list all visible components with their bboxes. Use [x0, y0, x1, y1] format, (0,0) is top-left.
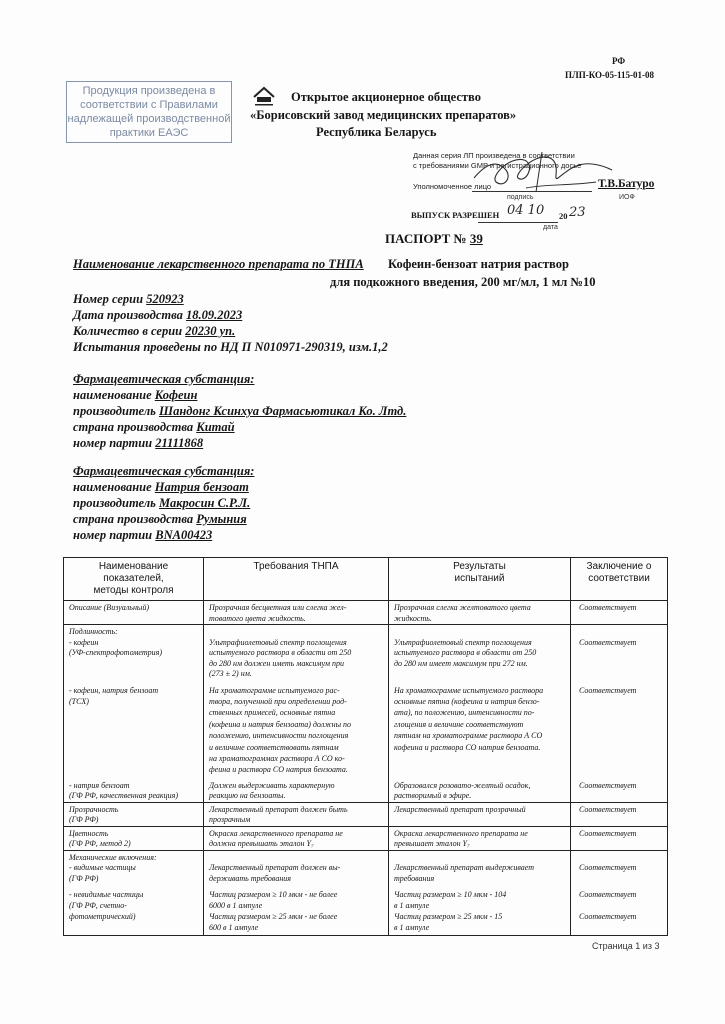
- release-date-handwritten: 04 10: [507, 203, 545, 218]
- requirement-cell: Лекарственный препарат должен вы- держивать требования: [204, 850, 389, 887]
- release-permitted-label: ВЫПУСК РАЗРЕШЕН: [411, 210, 500, 220]
- company-line-3: Республика Беларусь: [316, 125, 437, 139]
- field-value: Китай: [196, 420, 235, 434]
- field-value: Румыния: [196, 512, 247, 526]
- indicator-cell: Описание (Визуальный): [64, 601, 204, 625]
- batch-info: [73, 291, 388, 355]
- table-row: [64, 850, 668, 887]
- tests-standard: Испытания проведены по НД П N010971-290319, изм.1,2: [73, 340, 388, 354]
- field-label: Дата производства: [73, 308, 183, 322]
- gmp-stamp-line: соответствии с Правилами: [80, 99, 218, 111]
- header-indicator: Наименование показателей, методы контроля: [64, 558, 204, 601]
- field-value: 520923: [146, 292, 184, 306]
- field-value: Шандонг Ксинхуа Фармасьютикал Ко. Лтд.: [159, 404, 407, 418]
- substance-block: [73, 463, 254, 543]
- conclusion-cell: Соответствует: [571, 625, 668, 683]
- requirement-cell: Окраска лекарственного препарата не должна превышать эталон Y₇: [204, 826, 389, 850]
- field-label: Номер серии: [73, 292, 144, 306]
- result-cell: Лекарственный препарат выдерживает требования: [389, 850, 571, 887]
- requirement-cell: Частиц размером ≥ 10 мкм - не более 6000 в 1 ампуле Частиц размером ≥ 25 мкм - не более 600 в 1 ампуле: [204, 887, 389, 935]
- country-code: РФ: [612, 56, 626, 66]
- field-label: номер партии: [73, 528, 153, 542]
- conclusion-cell: Соответствует: [571, 802, 668, 826]
- table-row: [64, 683, 668, 779]
- requirement-cell: На хроматограмме испытуемого рас- твора, полученной при определении род- ственных примесей, основные пятна (кофеина и натрия бензоата) должны по положению, интенсивности поглощения и величине соответствовать пятнам на хроматограммах раствора А СО ко- феина и раствора СО натрия бензоата.: [204, 683, 389, 779]
- indicator-cell: - невидимые частицы (ГФ РФ, счетно- фотометрический): [64, 887, 204, 935]
- header-result: Результаты испытаний: [389, 558, 571, 601]
- table-row: [64, 601, 668, 625]
- table-header-row: [64, 558, 668, 601]
- result-cell: Образовался розовато-желтый осадок, растворимый в эфире.: [389, 779, 571, 803]
- company-logo: [251, 85, 277, 107]
- product-name-line-1: Кофеин-бензоат натрия раствор: [388, 257, 569, 271]
- release-year-printed: 20: [559, 211, 568, 221]
- results-table: [63, 557, 668, 936]
- page-number: Страница 1 из 3: [592, 941, 660, 951]
- release-year-handwritten: 23: [569, 205, 586, 220]
- substance-block: [73, 371, 406, 451]
- release-statement-line-2: с требованиями GMP и регистрационного досье: [413, 161, 582, 170]
- table-row: [64, 625, 668, 683]
- substance-field: [73, 419, 406, 435]
- release-statement-line-1: Данная серия ЛП произведена в соответствии: [413, 151, 575, 160]
- indicator-cell: Подлинность: - кофеин (УФ-спектрофотометрия): [64, 625, 204, 683]
- conclusion-cell: Соответствует Соответствует: [571, 887, 668, 935]
- company-line-1: Открытое акционерное общество: [291, 90, 481, 104]
- field-value: 20230 уп.: [185, 324, 236, 338]
- table-row: [64, 887, 668, 935]
- result-cell: Частиц размером ≥ 10 мкм - 104 в 1 ампуле Частиц размером ≥ 25 мкм - 15 в 1 ампуле: [389, 887, 571, 935]
- page-title: [385, 231, 483, 247]
- field-label: страна производства: [73, 420, 194, 434]
- field-label: номер партии: [73, 436, 153, 450]
- field-value: 18.09.2023: [186, 308, 243, 322]
- table-row: [64, 802, 668, 826]
- indicator-cell: Механические включения: - видимые частицы (ГФ РФ): [64, 850, 204, 887]
- field-label: производитель: [73, 496, 156, 510]
- conclusion-cell: Соответствует: [571, 683, 668, 779]
- indicator-cell: Прозрачность (ГФ РФ): [64, 802, 204, 826]
- result-cell: Ультрафиолетовый спектр поглощения испытуемого раствора в области от 250 до 280 нм имеет максимум при 272 нм.: [389, 625, 571, 683]
- header-conclusion: Заключение о соответствии: [571, 558, 668, 601]
- field-label: производитель: [73, 404, 156, 418]
- gmp-stamp-line: практики ЕАЭС: [109, 127, 189, 139]
- substance-field: [73, 527, 254, 543]
- gmp-stamp-line: надлежащей производственной: [67, 113, 231, 125]
- batch-field: [73, 323, 388, 339]
- field-value: 21111868: [155, 436, 204, 450]
- conclusion-cell: Соответствует: [571, 779, 668, 803]
- requirement-cell: Прозрачная бесцветная или слегка жел- товатого цвета жидкость.: [204, 601, 389, 625]
- signature: [466, 148, 616, 196]
- conclusion-cell: Соответствует: [571, 826, 668, 850]
- substance-field: [73, 403, 406, 419]
- substance-heading: Фармацевтическая субстанция:: [73, 464, 255, 478]
- requirement-cell: Ультрафиолетовый спектр поглощения испытуемого раствора в области от 250 до 280 нм должен иметь максимум при (273 ± 2) нм.: [204, 625, 389, 683]
- passport-number: 39: [469, 231, 483, 246]
- date-caption: дата: [543, 224, 558, 231]
- field-value: Натрия бензоат: [154, 480, 249, 494]
- result-cell: Прозрачная слегка желтоватого цвета жидкость.: [389, 601, 571, 625]
- field-label: Количество в серии: [73, 324, 183, 338]
- conclusion-cell: Соответствует: [571, 601, 668, 625]
- product-label: Наименование лекарственного препарата по ТНПА: [73, 257, 364, 271]
- result-cell: Окраска лекарственного препарата не превышает эталон Y₇: [389, 826, 571, 850]
- field-label: наименование: [73, 480, 152, 494]
- substance-field: [73, 495, 254, 511]
- substance-heading: Фармацевтическая субстанция:: [73, 372, 255, 386]
- table-row: [64, 779, 668, 803]
- date-line: [478, 222, 558, 223]
- requirement-cell: Должен выдерживать характерную реакцию на бензоаты.: [204, 779, 389, 803]
- substance-field: [73, 511, 254, 527]
- indicator-cell: Цветность (ГФ РФ, метод 2): [64, 826, 204, 850]
- batch-field: [73, 291, 388, 307]
- conclusion-cell: Соответствует: [571, 850, 668, 887]
- indicator-cell: - натрия бензоат (ГФ РФ, качественная реакция): [64, 779, 204, 803]
- result-cell: На хроматограмме испытуемого раствора основные пятна (кофеина и натрия бензо- ата), по положению, интенсивности по- глощения и величине соответствуют пятнам на хроматограмме раствора А СО кофеина и раствора СО натрия бензоата.: [389, 683, 571, 779]
- field-label: наименование: [73, 388, 152, 402]
- field-label: страна производства: [73, 512, 194, 526]
- gmp-stamp: [66, 81, 232, 143]
- batch-field: [73, 307, 388, 323]
- authorized-person-name: Т.В.Батуро: [598, 178, 655, 190]
- authorized-person-label: Уполномоченное лицо: [413, 182, 492, 191]
- signature-caption: подпись: [507, 194, 534, 201]
- gmp-stamp-line: Продукция произведена в: [82, 85, 216, 97]
- name-caption: ИОФ: [619, 194, 635, 201]
- substance-field: [73, 387, 406, 403]
- header-requirement: Требования ТНПА: [204, 558, 389, 601]
- result-cell: Лекарственный препарат прозрачный: [389, 802, 571, 826]
- product-name-line-2: для подкожного введения, 200 мг/мл, 1 мл №10: [330, 275, 596, 289]
- company-line-2: «Борисовский завод медицинских препаратов»: [250, 108, 517, 122]
- field-value: Кофеин: [154, 388, 198, 402]
- table-row: [64, 826, 668, 850]
- substance-field: [73, 479, 254, 495]
- field-value: Макросин С.Р.Л.: [159, 496, 251, 510]
- document-code: ПЛП-КО-05-115-01-08: [565, 70, 654, 80]
- substance-field: [73, 435, 406, 451]
- requirement-cell: Лекарственный препарат должен быть прозрачным: [204, 802, 389, 826]
- field-value: BNA00423: [155, 528, 213, 542]
- indicator-cell: - кофеин, натрия бензоат (ТСХ): [64, 683, 204, 779]
- passport-title: ПАСПОРТ №: [385, 231, 467, 246]
